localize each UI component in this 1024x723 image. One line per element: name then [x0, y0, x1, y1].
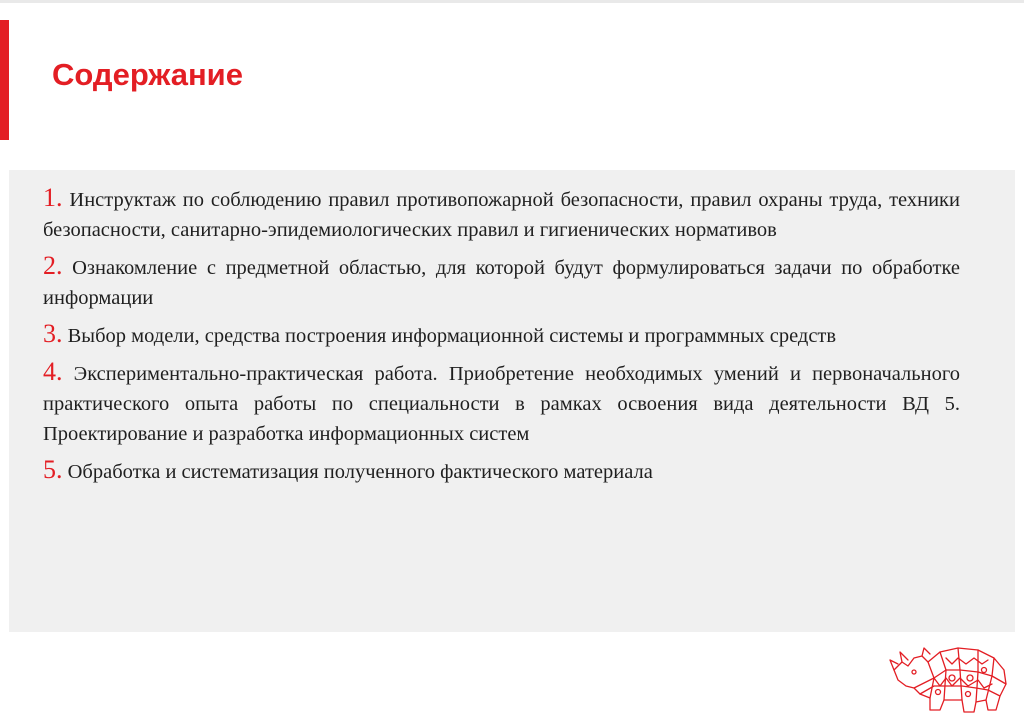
item-number: 2. — [43, 251, 63, 280]
item-text: Ознакомление с предметной областью, для которой будут формулироваться задачи по обработке информации — [43, 257, 960, 309]
list-item-1 — [43, 183, 960, 245]
item-text: Инструктаж по соблюдению правил противопожарной безопасности, правил охраны труда, техники безопасности, санитарно-эпидемиологических правил и гигиенических нормативов — [43, 189, 960, 241]
list-item-3 — [43, 319, 960, 351]
list-item-4 — [43, 357, 960, 449]
slide-top-edge — [0, 0, 1024, 3]
list-item-5 — [43, 455, 960, 487]
slide-title: Содержание — [52, 57, 243, 92]
item-number: 1. — [43, 183, 63, 212]
item-number: 3. — [43, 319, 63, 348]
contents-list — [43, 183, 960, 491]
item-number: 5. — [43, 455, 63, 484]
item-text: Выбор модели, средства построения информационной системы и программных средств — [62, 325, 837, 347]
rhino-logo-icon — [888, 640, 1014, 716]
accent-bar — [0, 20, 9, 140]
list-item-2 — [43, 251, 960, 313]
item-number: 4. — [43, 357, 63, 386]
item-text: Обработка и систематизация полученного фактического материала — [62, 461, 653, 483]
item-text: Экспериментально-практическая работа. Приобретение необходимых умений и первоначального практического опыта работы по специальности в рамках освоения вида деятельности ВД 5. Проектирование и разработка информационных систем — [43, 363, 960, 445]
